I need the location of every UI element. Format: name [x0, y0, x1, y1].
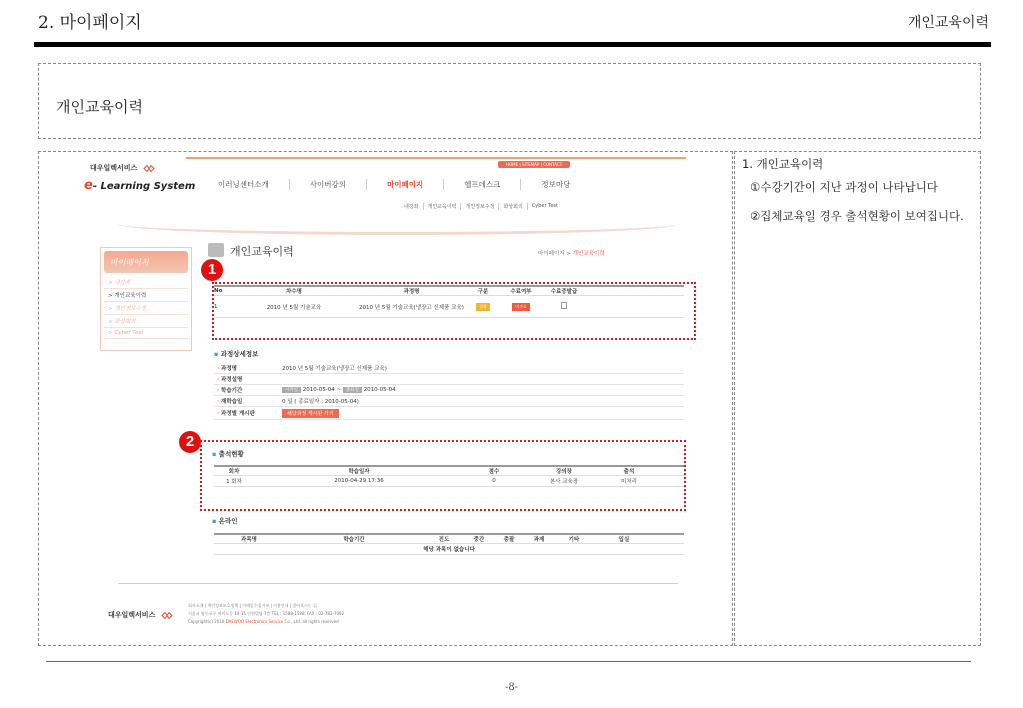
detail-key: · 학습기간: [214, 386, 282, 394]
col-no: No: [214, 288, 223, 294]
online-header: [214, 533, 684, 544]
copyright-brand: DAEWOO Electronics Service: [225, 619, 284, 624]
detail-row-course: [214, 363, 684, 374]
monitor-icon: [208, 243, 224, 257]
col-session: 회차: [228, 469, 240, 475]
online-section-title: ▪ 온라인: [212, 516, 238, 525]
col-attendance: 출석: [623, 469, 635, 475]
detail-row-board: [214, 407, 684, 420]
row-round: 2010 년 5월 기술교육: [266, 304, 322, 311]
brand-text: 대우일렉서비스: [90, 164, 138, 172]
cell-score: 0: [492, 478, 496, 484]
cell-session: 1 회차: [226, 479, 242, 485]
nav-item-intro[interactable]: 이러닝센터소개: [218, 180, 269, 189]
detail-key: · 재학습일: [214, 397, 282, 405]
detail-row-relearn: [214, 396, 684, 407]
cell-attendance: 미처리: [621, 479, 637, 485]
header-right-title: 개인교육이력: [907, 15, 989, 31]
col-type: 구분: [477, 289, 489, 295]
col-enter: 입실: [618, 537, 630, 543]
header-rule: [34, 42, 991, 47]
subnav-item-history[interactable]: 개인교육이력: [423, 203, 461, 210]
row-course[interactable]: 2010 년 5월 기술교육(냉장고 신제품 교육): [359, 304, 464, 311]
subnav-item-cybertest[interactable]: Cyber Test: [527, 203, 562, 210]
cell-date: 2010-04-29 17:36: [334, 478, 384, 484]
notes-heading: 1. 개인교육이력: [742, 157, 824, 171]
page-number: -8-: [504, 682, 519, 693]
content-title: 개인교육이력: [230, 245, 294, 258]
detail-section-title: ▪ 과정상세정보: [214, 349, 258, 358]
marker-2: 2: [179, 431, 201, 453]
detail-key: · 과정명: [214, 364, 282, 372]
nav-item-mypage[interactable]: 마이페이지: [366, 179, 443, 190]
detail-row-period: [214, 385, 684, 396]
col-subject: 과목명: [241, 537, 257, 543]
subnav-item-mycourse[interactable]: 내강좌: [404, 204, 419, 210]
footer-address: 서울시 영등포구 여의도동 14-15 인원빌딩 7층 TEL : 1588-1588, FAX : 02-782-7092: [188, 611, 345, 616]
col-progress: 진도: [438, 537, 450, 543]
main-nav: [213, 179, 590, 190]
section-title: 개인교육이력: [56, 98, 143, 116]
footer-links[interactable]: 회사소개 | 개인정보보호정책 | 이메일수집거부 | 이용안내 | 찾아오시는 길: [188, 603, 317, 608]
detail-key: · 과정별 게시판: [214, 409, 282, 417]
course-table: [214, 285, 684, 318]
logo-letter: e: [84, 178, 93, 193]
note-item-1: ①수강기간이 지난 과정이 나타납니다: [750, 180, 938, 194]
top-accent-line: [186, 157, 686, 159]
nav-item-help[interactable]: 헬프데스크: [443, 179, 520, 190]
attendance-header: [214, 465, 684, 476]
col-etc: 기타: [568, 537, 580, 543]
breadcrumb-current: 개인교육이력: [572, 251, 605, 257]
col-period: 학습기간: [343, 537, 365, 543]
col-room: 강의장: [556, 469, 572, 475]
col-status: 수료여부: [510, 289, 532, 295]
nav-item-info[interactable]: 정보마당: [520, 179, 590, 190]
section-title-box: [38, 63, 981, 139]
lms-screenshot: [78, 155, 698, 637]
board-button[interactable]: 해당과정 게시판 가기: [282, 409, 339, 418]
detail-value: 2010 년 5월 기술교육(냉장고 신제품 교육): [282, 366, 387, 372]
empty-message: 해당 과목이 없습니다: [423, 547, 475, 553]
nav-item-cyber[interactable]: 사이버강의: [289, 179, 366, 190]
table-row: [214, 476, 684, 487]
copyright-pre: Copyright(c) 2010: [188, 619, 226, 624]
breadcrumb-prefix: 마이페이지 >: [538, 251, 573, 257]
notes-panel: [742, 157, 974, 238]
sidebar-title: 마이페이지: [104, 251, 188, 273]
detail-key: · 과정설명: [214, 375, 282, 383]
sub-nav: [400, 203, 562, 210]
brand-name: [90, 163, 155, 173]
status-badge: 미수료: [512, 303, 530, 311]
sidebar-item-profile[interactable]: > 개인정보수정: [104, 302, 188, 315]
subnav-item-profile[interactable]: 개인정보수정: [460, 203, 498, 210]
attendance-table: [214, 465, 684, 487]
end-date: 2010-05-04: [363, 387, 396, 393]
col-assignment: 과제: [533, 537, 545, 543]
col-score: 점수: [488, 469, 500, 475]
copyright-post: Co., Ltd. all rights reserved: [283, 619, 339, 624]
elearning-logo[interactable]: [84, 178, 195, 193]
footer-copyright: [188, 618, 344, 626]
page-title: 2. 마이페이지: [38, 13, 142, 33]
top-links[interactable]: HOME | SITEMAP | CONTACT: [498, 161, 570, 168]
marker-1: 1: [201, 259, 223, 281]
col-total: 총괄: [503, 537, 515, 543]
course-table-header: [214, 285, 684, 296]
detail-table: [214, 363, 684, 420]
detail-row-desc: [214, 374, 684, 385]
empty-row: [214, 544, 684, 555]
detail-value: 0 일 ( 종료일자 : 2010-05-04): [282, 399, 359, 405]
sidebar-item-mycourse[interactable]: > 내강좌: [104, 276, 188, 289]
col-certificate: 수료증발급: [550, 289, 578, 295]
sidebar: [100, 247, 192, 351]
cell-room: 본사 교육장: [549, 479, 579, 485]
brand-logo-icon: [143, 165, 155, 172]
start-tag: 시작일: [282, 387, 301, 393]
end-tag: 종료일: [343, 387, 362, 393]
subnav-item-video[interactable]: 화상회의: [498, 203, 526, 210]
sidebar-item-cybertest[interactable]: > Cyber Test: [104, 328, 188, 339]
breadcrumb: [538, 249, 605, 257]
start-date: 2010-05-04 ~: [302, 387, 342, 393]
note-item-2: ②집체교육일 경우 출석현황이 보여집니다.: [750, 209, 964, 223]
row-no: 1: [214, 303, 218, 310]
footer-brand: [108, 610, 173, 620]
footer-logo-icon: [161, 612, 173, 619]
logo-text: - Learning System: [92, 181, 196, 192]
table-row[interactable]: [214, 296, 684, 318]
type-badge: 집합: [476, 303, 490, 311]
attendance-section-title: ▪ 출석현황: [212, 449, 244, 458]
footer-brand-text: 대우일렉서비스: [108, 611, 156, 619]
certificate-icon[interactable]: [561, 302, 567, 309]
header-swoosh: [118, 213, 678, 235]
sidebar-item-video[interactable]: > 화상회의: [104, 315, 188, 328]
online-table: [214, 533, 684, 555]
footer-rule: [118, 583, 678, 584]
col-course: 과정명: [403, 289, 420, 295]
sidebar-item-history[interactable]: > 개인교육이력: [104, 289, 188, 302]
footer-info: [188, 602, 344, 626]
footer-divider: [46, 661, 971, 662]
col-round: 차수명: [286, 289, 302, 295]
col-mid: 중간: [473, 537, 485, 543]
col-date: 학습일자: [348, 469, 370, 475]
